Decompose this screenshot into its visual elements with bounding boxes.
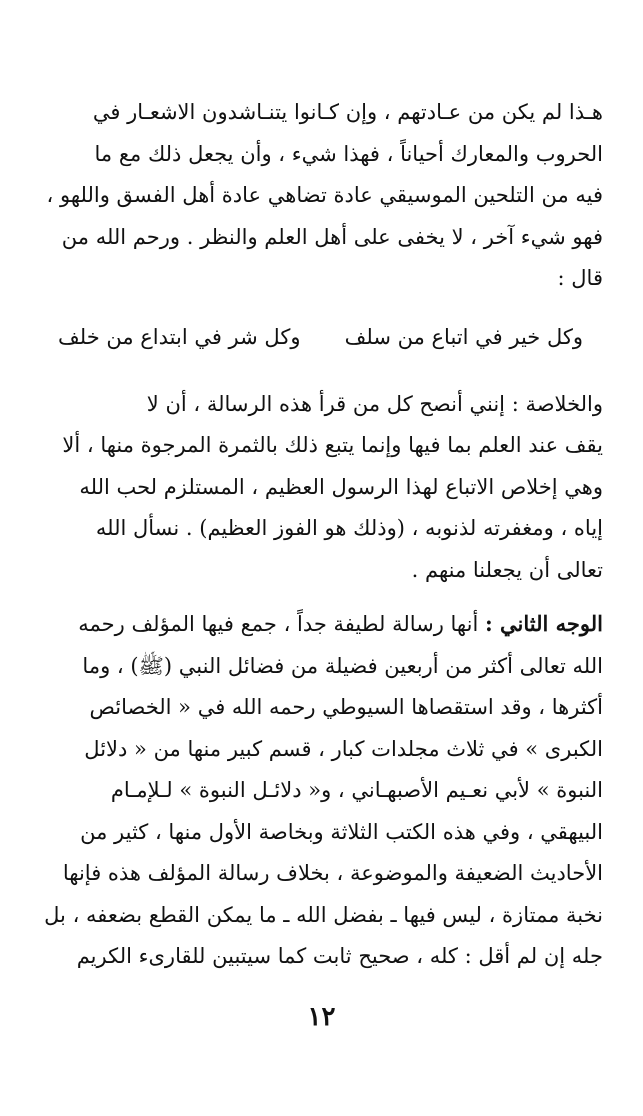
paragraph-3 xyxy=(38,603,603,978)
text-line: تعالى أن يجعلنا منهم . xyxy=(411,557,603,582)
paragraph-2 xyxy=(38,384,603,592)
verse-second-hemistich: وكل شر في ابتداع من خلف xyxy=(58,324,301,349)
paragraph-1 xyxy=(38,92,603,300)
text-line: فهو شيء آخر ، لا يخفى على أهل العلم والنظر . ورحم الله من xyxy=(61,224,603,249)
text-line: والخلاصة : إنني أنصح كل من قرأ هذه الرسالة ، أن لا xyxy=(146,391,603,416)
section-lead: الوجه الثاني : xyxy=(484,611,603,636)
text-line: إياه ، ومغفرته لذنوبه ، (وذلك هو الفوز العظيم) . نسأل الله xyxy=(95,516,603,540)
text-line: أكثرها ، وقد استقصاها السيوطي رحمه الله في « الخصائص xyxy=(89,695,603,719)
text-line-rest: أنها رسالة لطيفة جداً ، جمع فيها المؤلف رحمه xyxy=(78,612,485,636)
page-number: ١٢ xyxy=(307,1002,336,1032)
verse-first-hemistich: وكل خير في اتباع من سلف xyxy=(344,324,583,349)
text-line: قال : xyxy=(557,266,603,290)
text-line: الحروب والمعارك أحياناً ، فهذا شيء ، وأن يجعل ذلك مع ما xyxy=(94,141,603,166)
text-line: فيه من التلحين الموسيقي عادة تضاهي عادة أهل الفسق واللهو ، xyxy=(46,183,603,207)
text-line: الكبرى » في ثلاث مجلدات كبار ، قسم كبير منها من « دلائل xyxy=(84,736,603,761)
text-line: النبوة » لأبي نعـيم الأصبهـاني ، و« دلائـل النبوة » لـلإمـام xyxy=(110,778,603,802)
text-line: الله تعالى أكثر من أربعين فضيلة من فضائل النبي (ﷺ) ، وما xyxy=(82,653,603,678)
text-line: وهي إخلاص الاتباع لهذا الرسول العظيم ، المستلزم لحب الله xyxy=(79,474,603,499)
text-line: البيهقي ، وفي هذه الكتب الثلاثة وبخاصة الأول منها ، كثير من xyxy=(80,819,603,844)
text-line: جله إن لم أقل : كله ، صحيح ثابت كما سيتبين للقارىء الكريم xyxy=(76,944,603,968)
text-line: هـذا لم يكن من عـادتهم ، وإن كـانوا يتنـاشدون الاشعـار في xyxy=(92,100,603,124)
text-line: نخبة ممتازة ، ليس فيها ـ بفضل الله ـ ما يمكن القطع بضعفه ، بل xyxy=(44,902,603,927)
text-line: يقف عند العلم بما فيها وإنما يتبع ذلك بالثمرة المرجوة منها ، ألا xyxy=(62,433,603,457)
poetry-verse xyxy=(58,316,583,358)
text-line xyxy=(38,603,603,646)
text-line: الأحاديث الضعيفة والموضوعة ، بخلاف رسالة المؤلف هذه فإنها xyxy=(62,861,603,885)
